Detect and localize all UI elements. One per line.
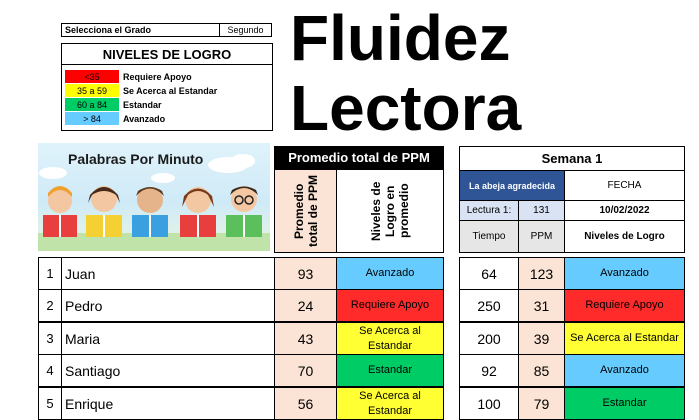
grade-label: Selecciona el Grado [61, 23, 220, 37]
promedio-niveles-header-label: Niveles de Logro en promedio [369, 181, 411, 241]
student-level: Estandar [564, 387, 685, 420]
student-level: Requiere Apoyo [564, 289, 685, 322]
lectura-label: Lectura 1: [459, 200, 519, 221]
student-avg-ppm: 70 [274, 354, 337, 387]
student-avg-level: Se Acerca al Estandar [336, 322, 444, 355]
student-tiempo[interactable]: 250 [459, 289, 519, 322]
page-title-line1: Fluidez [290, 2, 511, 74]
student-avg-ppm: 56 [274, 387, 337, 420]
student-avg-level: Se Acerca al Estandar [336, 387, 444, 420]
student-ppm: 123 [518, 257, 565, 290]
page-title-line2: Lectora [290, 72, 522, 144]
level-range-swatch: 60 a 84 [65, 98, 119, 111]
student-avg-ppm: 24 [274, 289, 337, 322]
niveles-title: NIVELES DE LOGRO [61, 43, 273, 65]
level-range-swatch: <35 [65, 70, 119, 83]
level-range-swatch: 35 a 59 [65, 84, 119, 97]
student-avg-level: Avanzado [336, 257, 444, 290]
student-name[interactable]: Enrique [61, 387, 275, 420]
tiempo-header: Tiempo [459, 220, 519, 253]
student-level: Avanzado [564, 257, 685, 290]
fecha-value[interactable]: 10/02/2022 [564, 200, 685, 221]
fecha-label: FECHA [564, 170, 685, 201]
student-avg-level: Estandar [336, 354, 444, 387]
grade-select[interactable]: Segundo [219, 23, 272, 37]
student-ppm: 85 [518, 354, 565, 387]
student-number: 2 [38, 289, 62, 322]
student-avg-ppm: 93 [274, 257, 337, 290]
student-name[interactable]: Santiago [61, 354, 275, 387]
level-label: Se Acerca al Estandar [123, 85, 218, 96]
student-tiempo[interactable]: 200 [459, 322, 519, 355]
promedio-ppm-header-label: Promedio total de PPM [291, 175, 320, 248]
banner-image [38, 143, 270, 251]
promedio-niveles-header [336, 169, 444, 253]
student-level: Se Acerca al Estandar [564, 322, 685, 355]
story-title: La abeja agradecida [459, 170, 565, 201]
student-number: 5 [38, 387, 62, 420]
student-tiempo[interactable]: 92 [459, 354, 519, 387]
student-ppm: 79 [518, 387, 565, 420]
semana-title: Semana 1 [459, 146, 685, 171]
promedio-ppm-header [274, 169, 337, 253]
level-label: Estandar [123, 99, 162, 110]
student-name[interactable]: Pedro [61, 289, 275, 322]
lectura-word-count[interactable]: 131 [518, 200, 565, 221]
student-number: 1 [38, 257, 62, 290]
student-tiempo[interactable]: 64 [459, 257, 519, 290]
student-level: Avanzado [564, 354, 685, 387]
level-range-swatch: > 84 [65, 112, 119, 125]
banner-title: Palabras Por Minuto [68, 151, 204, 167]
student-ppm: 39 [518, 322, 565, 355]
student-avg-level: Requiere Apoyo [336, 289, 444, 322]
student-ppm: 31 [518, 289, 565, 322]
level-label: Avanzado [123, 113, 166, 124]
student-name[interactable]: Juan [61, 257, 275, 290]
niveles-header: Niveles de Logro [564, 220, 685, 253]
student-name[interactable]: Maria [61, 322, 275, 355]
student-number: 3 [38, 322, 62, 355]
student-number: 4 [38, 354, 62, 387]
promedio-title: Promedio total de PPM [274, 146, 444, 169]
student-tiempo[interactable]: 100 [459, 387, 519, 420]
ppm-header: PPM [518, 220, 565, 253]
student-avg-ppm: 43 [274, 322, 337, 355]
level-label: Requiere Apoyo [123, 71, 192, 82]
